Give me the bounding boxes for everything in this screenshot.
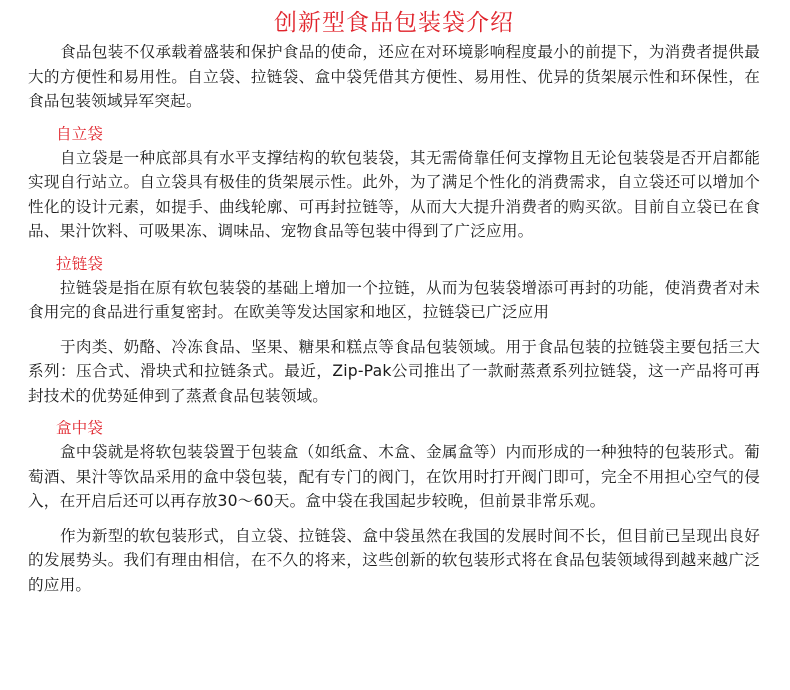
section-heading-bag-in-box: 盒中袋	[56, 419, 103, 437]
bag-in-box-paragraph: 盒中袋就是将软包装袋置于包装盒（如纸盒、木盒、金属盒等）内而形成的一种独特的包装形式。葡萄酒、果汁等饮品采用的盒中袋包装，配有专门的阀门，在饮用时打开阀门即可，完全不用担心空气的侵入，在开启后还可以再存放30～60天。盒中袋在我国起步较晚，但前景非常乐观。	[28, 443, 760, 510]
zipper-bag-paragraph-1: 拉链袋是指在原有软包装袋的基础上增加一个拉链，从而为包装袋增添可再封的功能，使消费者对未食用完的食品进行重复密封。在欧美等发达国家和地区，拉链袋已广泛应用	[28, 278, 760, 321]
section-heading-zipper-bag: 拉链袋	[56, 254, 103, 273]
section-heading-stand-up-pouch: 自立袋	[56, 124, 103, 143]
page-title: 创新型食品包装袋介绍	[274, 10, 514, 36]
conclusion-paragraph: 作为新型的软包装形式，自立袋、拉链袋、盒中袋虽然在我国的发展时间不长，但目前已呈现出良好的发展势头。我们有理由相信，在不久的将来，这些创新的软包装形式将在食品包装领域得到越来越广泛的应用。	[28, 526, 760, 594]
stand-up-pouch-paragraph: 自立袋是一种底部具有水平支撑结构的软包装袋，其无需倚靠任何支撑物且无论包装袋是否开启都能实现自行站立。自立袋具有极佳的货架展示性。此外，为了满足个性化的消费需求，自立袋还可以增加个性化的设计元素，如提手、曲线轮廓、可再封拉链等，从而大大提升消费者的购买欲。目前自立袋已在食品、果汁饮料、可吸果冻、调味品、宠物食品等包装中得到了广泛应用。	[28, 148, 760, 240]
intro-paragraph: 食品包装不仅承载着盛装和保护食品的使命，还应在对环境影响程度最小的前提下，为消费者提供最大的方便性和易用性。自立袋、拉链袋、盒中袋凭借其方便性、易用性、优异的货架展示性和环保性，在食品包装领域异军突起。	[28, 43, 760, 110]
zipper-bag-paragraph-2: 于肉类、奶酪、冷冻食品、坚果、糖果和糕点等食品包装领域。用于食品包装的拉链袋主要包括三大系列：压合式、滑块式和拉链条式。最近，Zip-Pak公司推出了一款耐蒸煮系列拉链袋，这一产品将可再封技术的优势延伸到了蒸煮食品包装领域。	[28, 337, 760, 405]
